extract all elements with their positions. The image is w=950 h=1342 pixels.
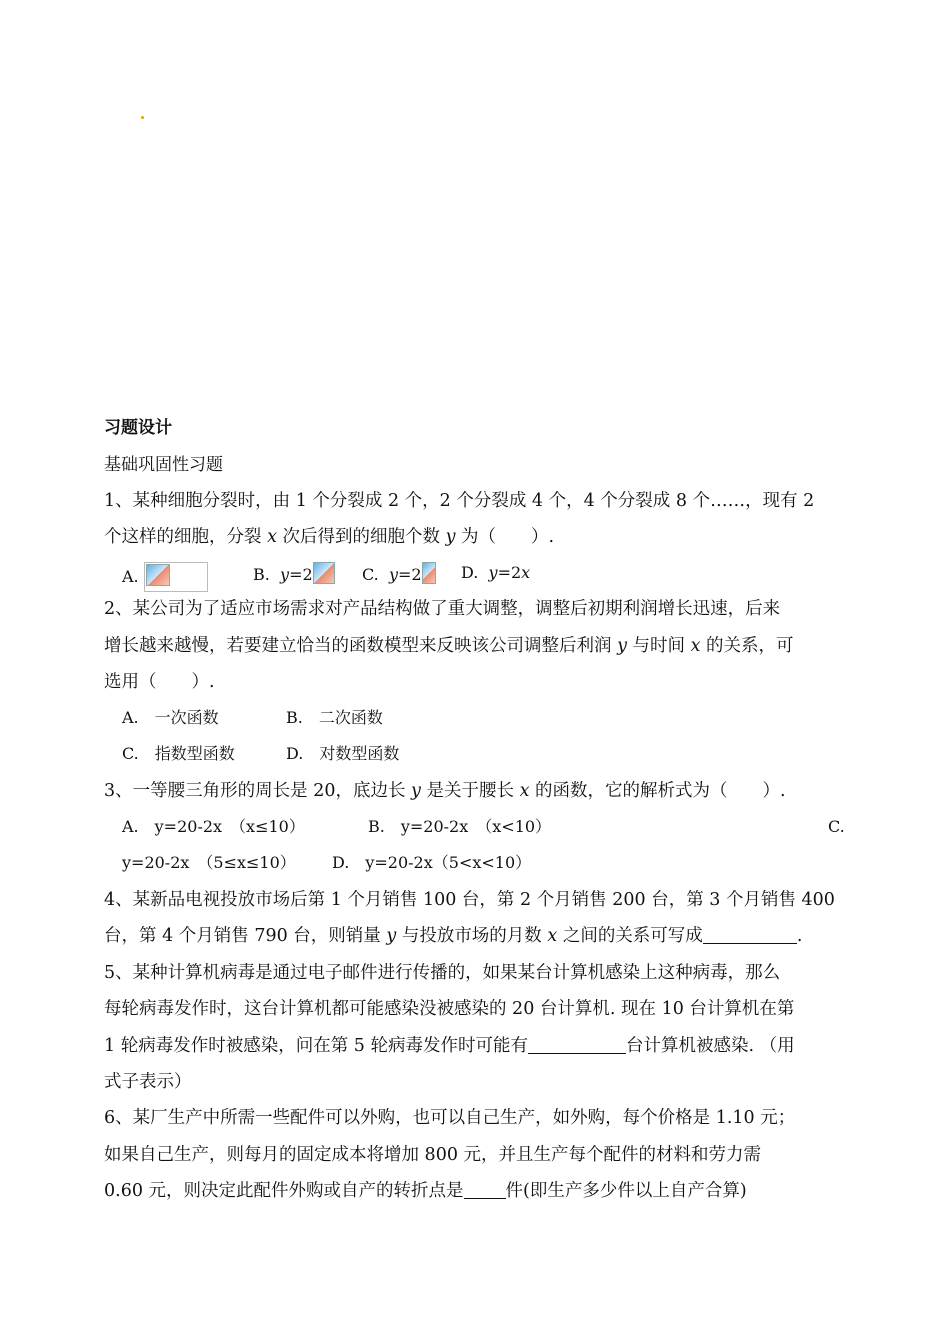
formula-image-icon [313, 562, 335, 584]
q2-line-3: 选用（ ）. [104, 672, 215, 692]
q2-var-x: x [690, 636, 701, 656]
q2-text-2a: 增长越来越慢，若要建立恰当的函数模型来反映该公司调整后利润 [104, 636, 618, 656]
q1-option-a [122, 562, 208, 592]
q4-text-1: 4、某新品电视投放市场后第 1 个月销售 100 台，第 2 个月销售 200 台，第 3 个月销售 400 [104, 890, 835, 910]
q1-text-2b: 次后得到的细胞个数 [276, 527, 446, 547]
section-heading: 习题设计 [104, 418, 172, 438]
q1-option-d [461, 562, 530, 584]
q5-line-1 [104, 961, 848, 985]
q2-text-2b: 与时间 [626, 636, 691, 656]
q1-line-2 [104, 525, 554, 549]
q3-option-c-label: C. [828, 817, 845, 836]
q2-text-2c: 的关系，可 [700, 636, 794, 656]
q4-var-x: x [547, 926, 558, 946]
formula-image-icon [144, 562, 208, 592]
q5-line-2 [104, 997, 848, 1021]
q1-text-1: 1、某种细胞分裂时，由 1 个分裂成 2 个，2 个分裂成 4 个，4 个分裂成 8 个……，现有 2 [104, 491, 815, 511]
q5-text-3b: 台计算机被感染. （用 [625, 1036, 795, 1056]
q4-text-end: . [796, 926, 803, 946]
q1-option-b-label: B. [253, 565, 270, 584]
q6-line-3 [104, 1179, 747, 1203]
q2-option-b: B. 二次函数 [286, 708, 383, 727]
q6-text-3b: 件(即生产多少件以上自产合算) [505, 1181, 747, 1201]
q1-option-d-expr: =2 [497, 563, 522, 582]
q4-line-1 [104, 888, 848, 912]
q3-option-b: B. y=20-2x （x<10） [368, 817, 552, 836]
section-subheading: 基础巩固性习题 [104, 455, 223, 475]
q5-answer-blank[interactable] [528, 1035, 626, 1054]
q4-var-y: y [386, 926, 397, 946]
q1-var-y: y [445, 527, 456, 547]
q2-line-2 [104, 634, 794, 658]
q3-option-d: D. y=20-2x（5<x<10） [332, 853, 532, 872]
q5-line-3 [104, 1034, 795, 1058]
q2-option-a: A. 一次函数 [122, 708, 219, 727]
q4-text-2c: 之间的关系可写成 [557, 926, 703, 946]
q1-text-2c: 为（ ）. [455, 527, 555, 547]
q2-option-d: D. 对数型函数 [286, 744, 400, 763]
q1-option-b-var: y [280, 565, 290, 584]
q3-var-x: x [519, 781, 530, 801]
q5-text-2: 每轮病毒发作时，这台计算机都可能感染没被感染的 20 台计算机. 现在 10 台计算机在第 [104, 999, 795, 1019]
q1-line-1 [104, 489, 848, 513]
q4-answer-blank[interactable] [703, 925, 797, 944]
q5-text-1: 5、某种计算机病毒是通过电子邮件进行传播的，如果某台计算机感染上这种病毒，那么 [104, 963, 781, 983]
q6-line-1 [104, 1106, 848, 1130]
q1-option-b [253, 562, 335, 586]
q1-option-c-var: y [388, 565, 398, 584]
q1-option-d-label: D. [461, 563, 479, 582]
q2-text-1: 2、某公司为了适应市场需求对产品结构做了重大调整，调整后初期利润增长迅速，后来 [104, 599, 781, 619]
q3-text-1a: 3、一等腰三角形的周长是 20，底边长 [104, 781, 412, 801]
q3-text-1c: 的函数，它的解析式为（ ）. [529, 781, 786, 801]
q3-text-1b: 是关于腰长 [420, 781, 520, 801]
q3-option-a: A. y=20-2x （x≤10） [122, 817, 305, 836]
q2-var-y: y [617, 636, 627, 656]
q6-text-2: 如果自己生产，则每月的固定成本将增加 800 元，并且生产每个配件的材料和劳力需 [104, 1145, 762, 1165]
q1-option-a-label: A. [122, 567, 139, 586]
q1-var-x: x [267, 527, 277, 547]
q3-option-c: y=20-2x （5≤x≤10） [122, 853, 296, 872]
q4-text-2b: 与投放市场的月数 [396, 926, 548, 946]
stray-dot [141, 116, 144, 119]
q3-var-y: y [411, 781, 421, 801]
q3-line-1 [104, 779, 786, 803]
q1-option-c [362, 562, 436, 586]
formula-image-icon [422, 562, 436, 584]
q1-option-b-expr: =2 [289, 565, 313, 584]
q6-text-1: 6、某厂生产中所需一些配件可以外购，也可以自己生产，如外购，每个价格是 1.10 元； [104, 1108, 796, 1128]
q4-line-2 [104, 924, 802, 948]
q1-option-c-label: C. [362, 565, 379, 584]
q6-answer-blank[interactable] [464, 1180, 506, 1199]
q6-line-2 [104, 1143, 848, 1167]
q5-line-4: 式子表示） [104, 1072, 192, 1092]
q6-text-3a: 0.60 元，则决定此配件外购或自产的转折点是 [104, 1181, 464, 1201]
q4-text-2a: 台，第 4 个月销售 790 台，则销量 [104, 926, 387, 946]
q2-line-1 [104, 597, 848, 621]
q1-text-2a: 个这样的细胞，分裂 [104, 527, 268, 547]
q1-option-c-expr: =2 [397, 565, 422, 584]
q1-option-d-var-x: x [521, 563, 531, 582]
q2-option-c: C. 指数型函数 [122, 744, 235, 763]
q1-option-d-var: y [488, 563, 498, 582]
q5-text-3a: 1 轮病毒发作时被感染，问在第 5 轮病毒发作时可能有 [104, 1036, 528, 1056]
